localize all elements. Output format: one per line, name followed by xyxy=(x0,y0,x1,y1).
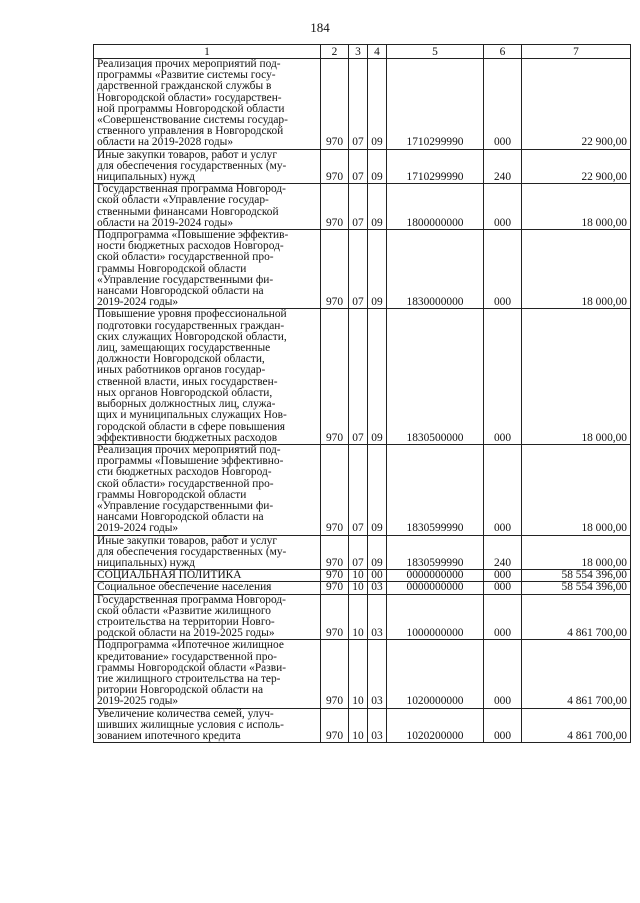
subsection-code: 09 xyxy=(368,309,387,444)
subsection-code: 03 xyxy=(368,594,387,640)
ministry-code: 970 xyxy=(321,230,349,309)
column-header: 6 xyxy=(484,45,522,59)
amount: 4 861 700,00 xyxy=(522,640,631,708)
row-name-line: программы «Развитие системы госу- xyxy=(97,69,276,82)
expense-type-code: 000 xyxy=(484,570,522,582)
section-code: 07 xyxy=(349,184,368,230)
row-name xyxy=(94,309,321,444)
row-name-line: кредитование» государственной про- xyxy=(97,650,277,663)
target-item-code: 0000000000 xyxy=(387,582,484,594)
row-name-line: «Управление государственными фи- xyxy=(97,273,274,286)
row-name-line: Увеличение количества семей, улуч- xyxy=(97,707,274,720)
section-code: 10 xyxy=(349,594,368,640)
section-code: 07 xyxy=(349,230,368,309)
header-row xyxy=(94,45,631,59)
table-row xyxy=(94,59,631,150)
table-row xyxy=(94,230,631,309)
expense-type-code: 000 xyxy=(484,184,522,230)
table-row xyxy=(94,640,631,708)
expense-type-code: 240 xyxy=(484,535,522,570)
column-header: 7 xyxy=(522,45,631,59)
row-name-line: лиц, замещающих государственные xyxy=(97,342,271,355)
subsection-code: 09 xyxy=(368,444,387,535)
column-header: 3 xyxy=(349,45,368,59)
row-name-line: Подпрограмма «Повышение эффектив- xyxy=(97,229,289,242)
target-item-code: 1830500000 xyxy=(387,309,484,444)
table-row xyxy=(94,594,631,640)
row-name-line: области на 2019-2024 годы» xyxy=(97,216,234,229)
row-name-line: ритории Новгородской области на xyxy=(97,684,264,697)
row-name-line: сти бюджетных расходов Новгород- xyxy=(97,466,272,479)
section-code: 10 xyxy=(349,708,368,743)
row-name xyxy=(94,570,321,582)
section-code: 07 xyxy=(349,535,368,570)
table-row xyxy=(94,582,631,594)
row-name-line: граммы Новгородской области «Разви- xyxy=(97,661,287,674)
row-name-line: шивших жилищные условия с исполь- xyxy=(97,718,284,731)
expense-type-code: 000 xyxy=(484,708,522,743)
row-name xyxy=(94,149,321,184)
target-item-code: 1830000000 xyxy=(387,230,484,309)
section-code: 07 xyxy=(349,149,368,184)
row-name-line: области на 2019-2028 годы» xyxy=(97,136,234,149)
subsection-code: 00 xyxy=(368,570,387,582)
table-row xyxy=(94,184,631,230)
ministry-code: 970 xyxy=(321,444,349,535)
row-name-line: зованием ипотечного кредита xyxy=(97,729,241,742)
row-name xyxy=(94,444,321,535)
row-name-line: ной программы Новгородской области xyxy=(97,102,285,115)
row-name-line: 2019-2024 годы» xyxy=(97,522,179,535)
row-name-line: граммы Новгородской области xyxy=(97,488,247,501)
row-name-line: ской области» государственной про- xyxy=(97,251,274,264)
row-name xyxy=(94,535,321,570)
amount: 18 000,00 xyxy=(522,444,631,535)
section-code: 10 xyxy=(349,570,368,582)
row-name-line: ской области «Развитие жилищного xyxy=(97,604,272,617)
ministry-code: 970 xyxy=(321,59,349,150)
target-item-code: 1800000000 xyxy=(387,184,484,230)
ministry-code: 970 xyxy=(321,570,349,582)
row-name-line: тие жилищного строительства на тер- xyxy=(97,672,281,685)
row-name-line: Иные закупки товаров, работ и услуг xyxy=(97,148,278,161)
expense-type-code: 000 xyxy=(484,582,522,594)
section-code: 10 xyxy=(349,582,368,594)
row-name-line: ственной власти, иных государствен- xyxy=(97,375,278,388)
row-name-line: ской области «Управление государ- xyxy=(97,194,269,207)
subsection-code: 03 xyxy=(368,708,387,743)
row-name-line: ской области» государственной про- xyxy=(97,477,274,490)
budget-table xyxy=(93,44,631,743)
row-name-line: СОЦИАЛЬНАЯ ПОЛИТИКА xyxy=(97,569,242,582)
row-name-line: нансами Новгородской области на xyxy=(97,511,264,524)
column-header: 2 xyxy=(321,45,349,59)
ministry-code: 970 xyxy=(321,582,349,594)
row-name-line: ственными финансами Новгородской xyxy=(97,205,279,218)
row-name-line: иных работников органов государ- xyxy=(97,364,266,377)
subsection-code: 09 xyxy=(368,59,387,150)
table-row xyxy=(94,444,631,535)
amount: 18 000,00 xyxy=(522,535,631,570)
row-name-line: должности Новгородской области, xyxy=(97,353,265,366)
amount: 4 861 700,00 xyxy=(522,594,631,640)
row-name-line: ских служащих Новгородской области, xyxy=(97,330,287,343)
row-name-line: Социальное обеспечение населения xyxy=(97,581,272,594)
expense-type-code: 000 xyxy=(484,309,522,444)
amount: 22 900,00 xyxy=(522,59,631,150)
target-item-code: 0000000000 xyxy=(387,570,484,582)
ministry-code: 970 xyxy=(321,535,349,570)
target-item-code: 1710299990 xyxy=(387,59,484,150)
amount: 58 554 396,00 xyxy=(522,582,631,594)
table-row xyxy=(94,570,631,582)
row-name-line: Иные закупки товаров, работ и услуг xyxy=(97,534,278,547)
target-item-code: 1020000000 xyxy=(387,640,484,708)
target-item-code: 1020200000 xyxy=(387,708,484,743)
row-name-line: «Совершенствование системы государ- xyxy=(97,114,288,127)
section-code: 10 xyxy=(349,640,368,708)
row-name-line: нансами Новгородской области на xyxy=(97,285,264,298)
row-name-line: ниципальных) нужд xyxy=(97,171,195,184)
row-name-line: ности бюджетных расходов Новгород- xyxy=(97,240,284,253)
ministry-code: 970 xyxy=(321,708,349,743)
expense-type-code: 000 xyxy=(484,59,522,150)
amount: 22 900,00 xyxy=(522,149,631,184)
row-name-line: ниципальных) нужд xyxy=(97,556,195,569)
row-name-line: ственного управления в Новгородской xyxy=(97,125,284,138)
column-header: 4 xyxy=(368,45,387,59)
row-name-line: 2019-2024 годы» xyxy=(97,296,179,309)
target-item-code: 1000000000 xyxy=(387,594,484,640)
row-name xyxy=(94,640,321,708)
amount: 18 000,00 xyxy=(522,184,631,230)
amount: 4 861 700,00 xyxy=(522,708,631,743)
row-name-line: Государственная программа Новгород- xyxy=(97,593,286,606)
table-row xyxy=(94,309,631,444)
subsection-code: 09 xyxy=(368,149,387,184)
ministry-code: 970 xyxy=(321,149,349,184)
amount: 18 000,00 xyxy=(522,230,631,309)
row-name-line: родской области на 2019-2025 годы» xyxy=(97,627,275,640)
target-item-code: 1710299990 xyxy=(387,149,484,184)
section-code: 07 xyxy=(349,59,368,150)
section-code: 07 xyxy=(349,309,368,444)
row-name-line: Реализация прочих мероприятий под- xyxy=(97,58,281,70)
table-row xyxy=(94,708,631,743)
row-name-line: Государственная программа Новгород- xyxy=(97,183,286,196)
ministry-code: 970 xyxy=(321,640,349,708)
ministry-code: 970 xyxy=(321,184,349,230)
expense-type-code: 000 xyxy=(484,230,522,309)
subsection-code: 09 xyxy=(368,184,387,230)
target-item-code: 1830599990 xyxy=(387,444,484,535)
row-name xyxy=(94,708,321,743)
row-name xyxy=(94,230,321,309)
expense-type-code: 000 xyxy=(484,640,522,708)
row-name-line: Подпрограмма «Ипотечное жилищное xyxy=(97,639,284,652)
column-header: 1 xyxy=(94,45,321,59)
ministry-code: 970 xyxy=(321,594,349,640)
section-code: 07 xyxy=(349,444,368,535)
row-name-line: эффективности бюджетных расходов xyxy=(97,431,278,444)
row-name-line: строительства на территории Новго- xyxy=(97,615,275,628)
row-name-line: выборных должностных лиц, служа- xyxy=(97,398,276,411)
table-row xyxy=(94,149,631,184)
page-number: 184 xyxy=(310,20,330,35)
row-name-line: граммы Новгородской области xyxy=(97,262,247,275)
expense-type-code: 000 xyxy=(484,594,522,640)
row-name-line: для обеспечения государственных (му- xyxy=(97,545,287,558)
amount: 18 000,00 xyxy=(522,309,631,444)
row-name-line: для обеспечения государственных (му- xyxy=(97,159,287,172)
subsection-code: 03 xyxy=(368,640,387,708)
subsection-code: 03 xyxy=(368,582,387,594)
row-name-line: дарственной гражданской службы в xyxy=(97,80,272,93)
subsection-code: 09 xyxy=(368,230,387,309)
row-name-line: Повышение уровня профессиональной xyxy=(97,308,287,321)
row-name-line: 2019-2025 годы» xyxy=(97,695,179,708)
expense-type-code: 240 xyxy=(484,149,522,184)
ministry-code: 970 xyxy=(321,309,349,444)
row-name-line: Новгородской области» государствен- xyxy=(97,91,282,104)
expense-type-code: 000 xyxy=(484,444,522,535)
row-name-line: подготовки государственных граждан- xyxy=(97,319,285,332)
target-item-code: 1830599990 xyxy=(387,535,484,570)
row-name-line: городской области в сфере повышения xyxy=(97,420,286,433)
row-name-line: программы «Повышение эффективно- xyxy=(97,455,284,468)
amount: 58 554 396,00 xyxy=(522,570,631,582)
row-name-line: «Управление государственными фи- xyxy=(97,499,274,512)
row-name xyxy=(94,59,321,150)
table-row xyxy=(94,535,631,570)
row-name-line: Реализация прочих мероприятий под- xyxy=(97,443,281,456)
row-name-line: щих и муниципальных служащих Нов- xyxy=(97,409,287,422)
column-header: 5 xyxy=(387,45,484,59)
row-name xyxy=(94,594,321,640)
row-name xyxy=(94,184,321,230)
subsection-code: 09 xyxy=(368,535,387,570)
row-name xyxy=(94,582,321,594)
row-name-line: ных органов Новгородской области, xyxy=(97,386,273,399)
